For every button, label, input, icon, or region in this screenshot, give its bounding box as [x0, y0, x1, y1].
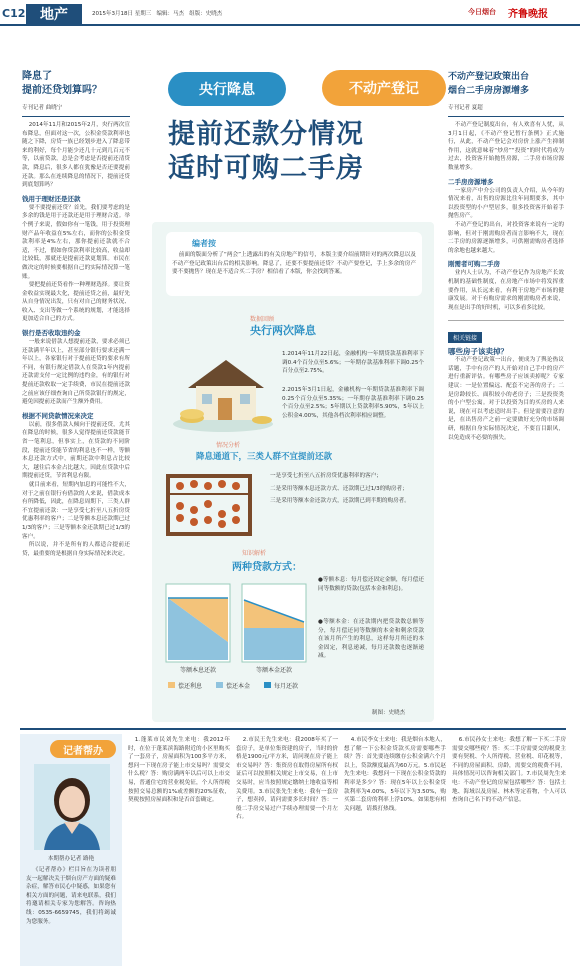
right-para-1: 不动产登记制度出台，有人欢喜有人忧，从3月1日起，《不动产登记暂行条例》正式施行，从此，不动产登记会对房价上涨产生抑制作用，这就意味着“炒房”“投资”的时代将成为过去，投资客开始抛售房源，二手房市场房源数量增多。 [448, 122, 564, 171]
knowledge-title: 两种贷款方式： [232, 562, 302, 573]
left-byline: 专刊记者 曲晓宁 [22, 104, 130, 117]
related-link-box [448, 320, 564, 442]
analysis-title: 降息通道下，三类人群不宜提前还款 [196, 452, 333, 462]
right-article [448, 70, 564, 720]
left-para-6: 就目前来看，短期内加息的可能性不大，对于之前在银行有借款的人来说，借款成本有所降低，因此，在降息周期下，三类人群不宜提前还款：一是享受七折至八五折房贷优惠利率的客户；二是等额本息还款期已过1/3的客户；三是等额本金还款期已过1/3的客户。 [22, 481, 130, 540]
analysis-item-3: 三是采用等额本金还款方式，还款期已到半期的购房者。 [270, 498, 410, 505]
reporter-photo [34, 764, 110, 850]
analysis-item-1: 一是享受七折至八五折房贷优惠利率的客户； [270, 473, 382, 479]
right-para-3: 不动产登记的出台，对投资客来说有一定的影响，但对于刚需购房者而言影响不大，现在二手房的房源逐渐增多，可供刚需购房者选择的余地也越来越大。 [448, 221, 564, 254]
left-para-3: 要把提前还贷看作一种理财选择。要让资金收益实现最大化，提前还贷之前，最好先从自身情况出发，只有对自己的财务状况、收入、支出等做一个系统的规划，才能选择更加适合自己的方式。 [22, 282, 130, 323]
left-para-4: 一般来说借款人想提前还款，要求必须已还款满半年以上，甚至部分银行要求还满一年以上，各家银行对于提前还贷的要求有所不同，有银行规定借款人在贷款1年内提前还款需支付一定比例的违约金，有的银行对提前还款收取一定手续费，市民在提前还款之前应该仔细查询自己所贷款银行的规定，避免因提前还款而产生额外费用。 [22, 339, 130, 406]
abacus-illustration [164, 470, 254, 540]
data-review-point-2: 2.2015年3月1日起，金融机构一年期贷款基准利率下调0.25个百分点至5.35%；一年期存款基准利率下调0.25个百分点至2.5%；5年期以上贷款利率5.90%，5年以上公积金4.00%，其他各档次利率相应调整。 [282, 387, 424, 419]
bottom-divider [20, 728, 566, 730]
bubble-property-registration [322, 70, 446, 106]
equal-installment-label: 等额本息还款 [179, 667, 217, 674]
right-byline: 专刊记者 夏超 [448, 104, 564, 117]
left-para-5: 以前，很多借款人倾向于提前还贷，尤其在降息的时候，很多人觉得提前还贷款能节省一笔利息，但事实上，在贷款的不同阶段，提前还贷能节省的利息也不一样，等额本息还款方式中，前期还款中利息占比较大，越往后本金占比越大。因此在贷款中后期提前还贷，节省利息有限。 [22, 421, 130, 480]
reporter-caption: 本期帮办记者 路艳 [47, 856, 95, 862]
page-header [0, 0, 580, 26]
analysis-label: 情况分析 [216, 442, 241, 449]
right-para-2: 一家房产中介公司的负责人介绍，从今年的情况来看，出售的房源比往年同期要多，其中以投资型的小户型居多，很多投资客开始着手抛售房产。 [448, 187, 564, 220]
right-headline-1: 不动产登记政策出台 [448, 72, 530, 82]
editor-credit: 编辑：马杰 [156, 11, 185, 17]
related-link-label: 相关链接 [448, 332, 482, 343]
reporter-help-intro: 《记者帮办》栏目旨在为读者朋友一起解决关于烟台房产方面的疑难杂症，解答市民心中疑惑，如果您有相关方面的问题，请来电联系，我们将邀请相关专家为您解答。咨询热线：0535-6659745，我们将竭诚为您服务。 [26, 867, 116, 925]
right-subhead-1: 二手房房源增多 [448, 177, 494, 186]
bubble-rate-cut-text: 央行降息 [199, 82, 255, 98]
graphic-credit: 制图：史晓杰 [372, 710, 406, 716]
editor-note-text: 前面的版面分析了“两会”上透露出的有关房地产的信号，本版主要介绍前期针对的两次降息以及不动产登记政策出台后的相关影响。降息了，还要不要提前还贷？不动产要登记，手上多余的房产要不要抛售？现在是不适合买二手房？相信看了本版，你会找到答案。 [172, 252, 416, 276]
legend-swatch-2 [264, 682, 271, 688]
knowledge-equal-principal: ●等额本金：在还款期内把贷款数总额等分，每月偿还同等数额的本金和剩余贷款在该月所产生的利息，这样每月所还的本金固定，利息递减，每月还款数也逐渐递减。 [318, 619, 424, 660]
legend-label-1: 偿还本金 [226, 683, 251, 690]
brand-today-yantai: 今日烟台 [468, 8, 496, 16]
related-link-title: 哪些房子该卖掉？ [448, 347, 508, 357]
house-money-illustration [168, 346, 278, 436]
reporter-help-panel [20, 734, 122, 966]
brand-qilu: 齐鲁晚报 [508, 9, 548, 20]
editor-note-box [166, 232, 422, 296]
legend-swatch-1 [216, 682, 223, 688]
bubble-property-registration-text: 不动产登记 [349, 81, 419, 97]
bottom-qa-col-2: 2.市民王先生来电：我2008年买了一套房子，是单位集资建的房子，当时的价格是1900元/平方米，请问现在房子能上市交易吗？答：集资房在取得房屋所有权证后可以按照相关规定上市交易，在上市交易时，应当按照规定缴纳土地收益等相关费用。3.市民张先生来电：我有一套房子，想卖掉，请问需要多长时间？答：一般二手房交易过户手续办理需要一个月左右。 [236, 737, 338, 821]
analysis-item-2: 二是采用等额本息还款方式、还款期已过1/3的购房者； [270, 485, 408, 492]
right-subhead-2: 刚需者可购二手房 [448, 260, 500, 269]
bubble-rate-cut [168, 72, 286, 106]
right-para-4: 业内人士认为，不动产登记作为房地产长效机制的基础性制度，在房地产市场中将发挥重要作用，从长远来看，有利于房地产市场的健康发展。对于有购房需求的刚需购房者来说，现在是出手的好时机，可以多看多比较。 [448, 270, 564, 311]
analysis-list [270, 472, 422, 506]
legend-label-2: 每月还款 [274, 683, 299, 690]
legend-swatch-0 [168, 682, 175, 688]
equal-principal-label: 等额本金还款 [255, 667, 293, 674]
left-para-1: 2014年11月和2015年2月，央行两次宣布降息，但面对这一次，公积金贷款利率也随之下降，房贷一族已经划步进入了降息带来的利好，每个月能少还几十元到几百元不等，以前贷款，总是会考虑是否提前还清贷款，降息后，很多人都在犹豫是否还要提前还款。那么在连续降息的情况下，提前还贷到底划算吗？ [22, 122, 130, 189]
right-headline-2: 烟台二手房房源增多 [448, 86, 530, 96]
data-review-point-1: 1.2014年11月22日起，金融机构一年期贷款基准利率下调0.4个百分点至5.6%；一年期存款基准利率下调0.25个百分点至2.75%。 [282, 351, 424, 375]
equal-principal-principal-area [244, 628, 304, 660]
left-subhead-2: 银行是否收取违约金 [22, 329, 81, 338]
bottom-qa-col-1: 1.蓬莱市民刘先生来电：我2012年时，在位于蓬莱滨海路附近的小区里购买了一套房子，房屋面积为100多平方米，想问一下现在房子能上市交易吗？需要交什么税？答：购房满两年以后可以上市交易，普通住宅的营业税免征，个人所得税按照交易总额的1%或差额的20%征收，契税按照房屋面积和是否首套确定。 [128, 737, 230, 804]
legend-label-0: 偿还利息 [178, 683, 203, 690]
left-para-2: 要不要提前还贷？首先，我们要考虑的是多余的钱是用于还款还是用于理财合适。举个例子来说，假如你有一笔钱，用于投资理财产品年收益在5%左右，而你的公积金贷款利率是4%左右，那你提前还款就不合适，不过，假如你贷款利率比较高，收益却比较低，那就还是提前还款更划算。市民在做决定的时候要根据自己的实际情况算一笔账。 [22, 204, 130, 280]
section-tab [26, 4, 82, 24]
left-subhead-3: 根据不同贷款情况来决定 [22, 411, 94, 420]
bottom-qa-col-3: 4.市民李女士来电：我是烟台本地人，想了解一下公积金贷款买房需要哪些手续？答：首先要连续缴存公积金满六个月以上，贷款额度最高为60万元。5.市民赵先生来电：我想问一下现在公积金贷款的利率是多少？答：现在5年以上公积金贷款利率为4.00%，5年以下为3.50%，购买第二套房的利率上浮10%。如果您有相关问题，请拨打热线。 [344, 737, 446, 812]
page-code: C12 [2, 7, 26, 20]
header-meta [92, 9, 222, 17]
main-headline [168, 118, 438, 186]
left-para-7: 所以说，并不是所有的人都适合提前还贷，最重要的是根据自身实际情况来决定。 [22, 542, 130, 557]
left-headline-2: 提前还贷划算吗？ [22, 85, 102, 96]
loan-methods-chart [162, 578, 312, 698]
data-review-title: 央行两次降息 [250, 324, 316, 337]
main-headline-line-1: 提前还款分情况 [168, 119, 364, 150]
issue-date: 2015年3月18日 星期三 [92, 11, 152, 17]
reporter-help-badge [50, 740, 116, 758]
designer-credit: 组版：史晓杰 [189, 11, 223, 17]
bottom-qa-col-4: 6.市民孙女士来电：我想了解一下买二手房需要交哪些税？答：买二手房需要交的税费主要有契税、个人所得税、营业税、印花税等，不同的房屋面积、房龄，需要交的税费不同，具体情况可以咨询相关部门。7.市民周先生来电：不动产登记的房屋包括哪些？答：包括土地、海域以及房屋、林木等定着物，个人可以查询自己名下的不动产信息。 [452, 737, 566, 804]
data-review-label: 数据回顾 [250, 316, 275, 323]
knowledge-label: 知识解析 [242, 550, 267, 557]
feature-panel [152, 222, 434, 722]
reporter-help-badge-text: 记者帮办 [63, 745, 103, 757]
knowledge-equal-installment: ●等额本息：每月偿还固定金额，每月偿还同等数额的贷款(包括本金和利息)。 [318, 577, 424, 592]
editor-note-label: 编者按 [192, 239, 216, 248]
main-headline-line-2: 适时可购二手房 [168, 153, 364, 184]
left-headline-1: 降息了 [22, 71, 52, 82]
left-article [22, 70, 130, 720]
related-link-text: 不动产登记政策一出台，便成为了舆论热议话题，手中有房产的人开始对自己手中的房产进行重新评估。有哪些房子应该卖掉呢？专家建议：一是位置偏远、配套不完善的房子；二是房龄较长、面积较小的老房子；三是投资类的小户型公寓。对于以投资为目的买房的人来说，现在可以考虑适时出手。但是需要注意的是，在出售房产之前一定要做好充分的市场调研，根据自身实际情况决定，不要盲目跟风，以免造成不必要的损失。 [448, 357, 564, 441]
section-name: 地产 [40, 7, 68, 23]
left-subhead-1: 钱用于理财还是还款 [22, 194, 81, 203]
